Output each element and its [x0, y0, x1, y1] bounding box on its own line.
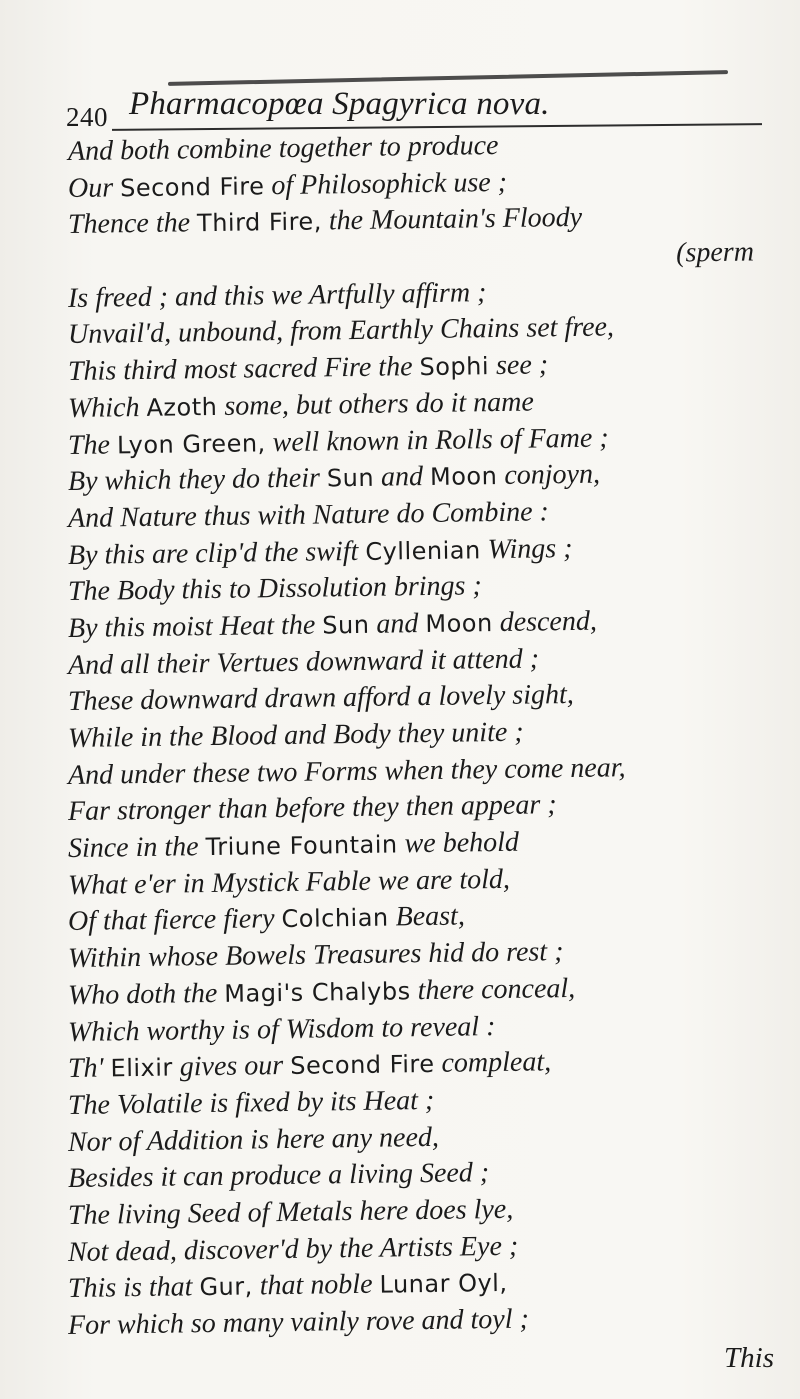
- italic-text: By which they do their: [67, 462, 328, 498]
- roman-word: Moon: [425, 609, 493, 638]
- roman-word: Lyon Green,: [116, 428, 266, 459]
- roman-word: Second Fire: [119, 171, 265, 202]
- italic-text: While in the Blood and Body they unite ;: [67, 716, 524, 754]
- page-header: [0, 62, 800, 132]
- italic-text: and: [369, 607, 426, 640]
- roman-word: Gur,: [199, 1272, 253, 1302]
- italic-text: By this moist Heat the: [67, 609, 323, 644]
- roman-word: Triune Fountain: [205, 830, 398, 862]
- running-title: Pharmacopœa Spagyrica nova.: [129, 86, 550, 122]
- italic-text: And Nature thus with Nature do Combine :: [67, 496, 550, 534]
- italic-text: Of that fierce fiery: [67, 903, 282, 938]
- roman-word: Sophi: [419, 352, 490, 382]
- italic-text: compleat,: [434, 1046, 552, 1080]
- roman-word: Second Fire: [290, 1050, 435, 1081]
- italic-text: see ;: [488, 349, 549, 382]
- italic-text: Not dead, discover'd by the Artists Eye ;: [67, 1230, 519, 1268]
- italic-text: Since in the: [67, 831, 206, 865]
- roman-word: Azoth: [146, 392, 218, 422]
- italic-text: Nor of Addition is here any need,: [67, 1121, 440, 1158]
- roman-word: Sun: [326, 463, 375, 493]
- italic-text: The Volatile is fixed by its Heat ;: [67, 1084, 435, 1121]
- top-rule: [168, 70, 728, 86]
- italic-text: conjoyn,: [497, 458, 601, 492]
- catchword: This: [724, 1342, 774, 1374]
- italic-text: there conceal,: [410, 972, 576, 1007]
- italic-text: gives our: [172, 1050, 291, 1083]
- italic-text: Is freed ; and this we Artfully affirm ;: [67, 276, 487, 314]
- italic-text: Thence the: [67, 207, 198, 241]
- italic-text: And under these two Forms when they come near,: [67, 751, 626, 791]
- roman-word: Third Fire,: [196, 207, 323, 238]
- italic-text: The Body this to Dissolution brings ;: [67, 570, 482, 608]
- roman-word: Moon: [429, 462, 498, 492]
- italic-text: that noble: [252, 1268, 380, 1302]
- italic-text: The: [67, 428, 118, 461]
- italic-text: well known in Rolls of Fame ;: [265, 421, 609, 458]
- italic-text: and: [373, 461, 431, 493]
- italic-text: This is that: [67, 1271, 200, 1305]
- italic-text: And both combine together to produce: [67, 129, 499, 167]
- roman-word: Magi's Chalybs: [224, 977, 411, 1008]
- italic-text: Far stronger than before they then appear ;: [67, 789, 557, 828]
- italic-text: we behold: [397, 826, 520, 860]
- italic-text: And all their Vertues downward it attend ;: [67, 643, 540, 681]
- italic-text: some, but others do it name: [217, 386, 535, 422]
- verse-text: [67, 129, 768, 1345]
- roman-word: Colchian: [281, 903, 389, 934]
- italic-text: What e'er in Mystick Fable we are told,: [67, 863, 511, 901]
- italic-text: Besides it can produce a living Seed ;: [67, 1157, 490, 1195]
- roman-word: Sun: [322, 610, 370, 640]
- italic-text: Wings ;: [480, 532, 573, 565]
- italic-text: Th': [67, 1052, 111, 1085]
- italic-text: Which worthy is of Wisdom to reveal :: [67, 1010, 496, 1048]
- italic-text: Who doth the: [67, 977, 225, 1011]
- italic-text: For which so many vainly rove and toyl ;: [67, 1303, 530, 1341]
- italic-text: the Mountain's Floody: [321, 202, 583, 237]
- italic-text: Unvail'd, unbound, from Earthly Chains set free,: [67, 311, 615, 351]
- italic-text: (sperm: [675, 236, 755, 269]
- italic-text: Our: [67, 171, 121, 204]
- roman-word: Cyllenian: [365, 535, 481, 566]
- italic-text: descend,: [492, 605, 598, 639]
- italic-text: This third most sacred Fire the: [67, 351, 420, 388]
- italic-text: Which: [67, 391, 147, 424]
- page-number: 240: [66, 102, 108, 132]
- italic-text: of Philosophick use ;: [264, 166, 508, 201]
- roman-word: Lunar Oyl,: [379, 1269, 508, 1299]
- italic-text: Beast,: [388, 900, 466, 933]
- italic-text: The living Seed of Metals here does lye,: [67, 1193, 514, 1231]
- italic-text: These downward drawn afford a lovely sight,: [67, 679, 574, 718]
- roman-word: Elixir: [110, 1053, 173, 1083]
- italic-text: Within whose Bowels Treasures hid do rest ;: [67, 936, 564, 975]
- italic-text: By this are clip'd the swift: [67, 535, 366, 571]
